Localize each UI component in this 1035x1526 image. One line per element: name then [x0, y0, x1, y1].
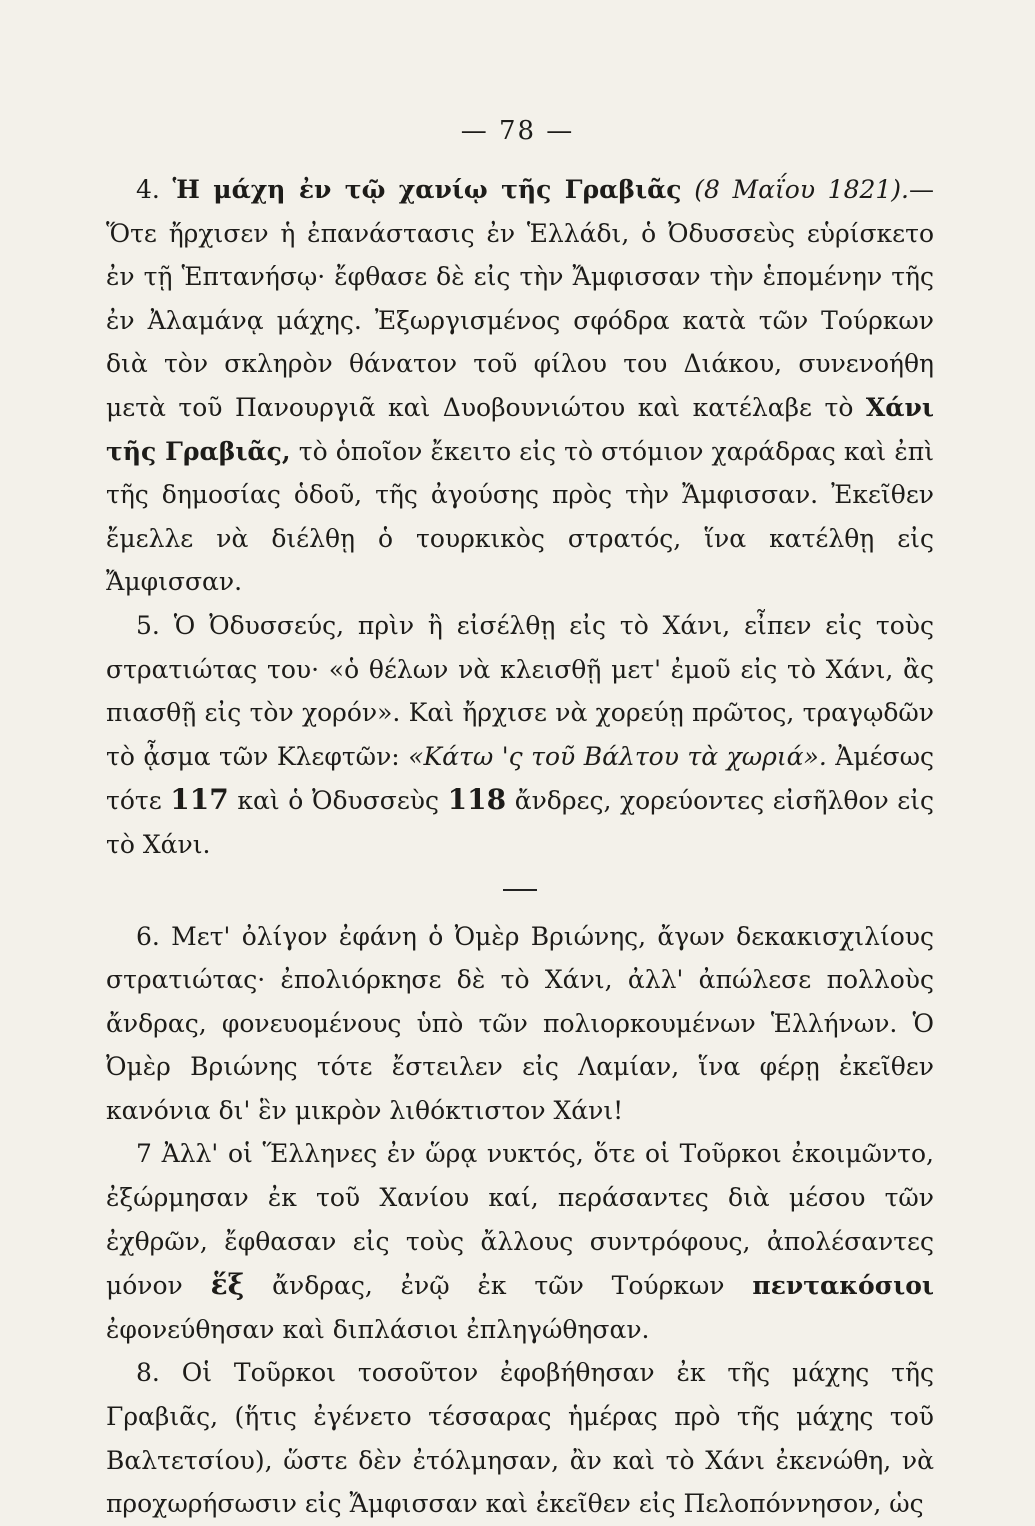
song-title: «Κάτω 'ς τοῦ Βάλτου τὰ χωριά».	[408, 741, 827, 771]
page-number: — 78 —	[460, 116, 575, 146]
paragraph-text: Ὁ Ὀδυσσεύς, πρὶν ἢ εἰσέλθῃ εἰς τὸ Χάνι, εἶπεν εἰς τοὺς στρατιώτας του· «ὁ θέλων νὰ κλεισθῇ μετ' ἐμοῦ εἰς τὸ Χάνι, ἂς πιασθῇ εἰς τὸν χορόν». Καὶ ἤρχισε νὰ χορεύῃ πρῶτος, τραγῳδῶν τὸ ᾆσμα τῶν Κλεφτῶν:	[106, 610, 934, 771]
bold-phrase: Χάνι τῆς Γραβιᾶς,	[106, 392, 934, 466]
paragraph-text: —Ὅτε ἤρχισεν ἡ ἐπανάστασις ἐν Ἑλλάδι, ὁ Ὀδυσσεὺς εὑρίσκετο ἐν τῇ Ἑπτανήσῳ· ἔφθασε δὲ εἰς τὴν Ἄμφισσαν τὴν ἑπομένην τῆς ἐν Ἀλαμάνᾳ μάχης. Ἐξωργισμένος σφόδρα κατὰ τῶν Τούρκων διὰ τὸν σκληρὸν θάνατον τοῦ φίλου του Διάκου, συνενοήθη μετὰ τοῦ Πανουργιᾶ καὶ Δυοβουνιώτου καὶ κατέλαβε τὸ	[106, 175, 934, 422]
bold-five-hundred: πεντακόσιοι	[752, 1271, 935, 1301]
section-number: 4.	[136, 175, 160, 204]
paragraph-text: ἄνδρες, χορεύοντες εἰσῆλθον εἰς τὸ Χάνι.	[106, 786, 935, 859]
section-date: (8 Μαΐου 1821).	[694, 175, 909, 204]
paragraph-text: Ἀλλ' οἱ Ἕλληνες ἐν ὥρᾳ νυκτός, ὅτε οἱ Τοῦρκοι ἐκοιμῶντο, ἐξώρμησαν ἐκ τοῦ Χανίου καί, περάσαντες διὰ μέσου τῶν ἐχθρῶν, ἔφθασαν εἰς τοὺς ἄλλους συντρόφους, ἀπολέσαντες μόνον	[106, 1139, 934, 1301]
paragraph-7	[106, 1132, 934, 1351]
paragraph-text: Οἱ Τοῦρκοι τοσοῦτον ἐφοβήθησαν ἐκ τῆς μάχης τῆς Γραβιᾶς, (ἥτις ἐγένετο τέσσαρας ἡμέρας πρὸ τῆς μάχης τοῦ Βαλτετσίου), ὥστε δὲν ἐτόλμησαν, ἂν καὶ τὸ Χάνι ἐκενώθη, νὰ προχωρήσωσιν εἰς Ἄμφισσαν καὶ ἐκεῖθεν εἰς Πελοπόννησον, ὡς	[106, 1358, 934, 1519]
section-number: 5.	[136, 610, 160, 640]
bold-six: ἕξ	[210, 1268, 245, 1302]
section-title: Ἡ μάχη ἐν τῷ χανίῳ τῆς Γραβιᾶς	[172, 175, 682, 204]
paragraph-text: ἄνδρας, ἐνῷ ἐκ τῶν Τούρκων	[272, 1271, 725, 1301]
number-118: 118	[447, 783, 507, 817]
paragraph-text: ἐφονεύθησαν καὶ διπλάσιοι ἐπληγώθησαν.	[106, 1314, 650, 1344]
paragraph-text: τὸ ὁποῖον ἔκειτο εἰς τὸ στόμιον χαράδρας καὶ ἐπὶ τῆς δημοσίας ὁδοῦ, τῆς ἀγούσης πρὸς τὴν Ἄμφισσαν. Ἐκεῖθεν ἔμελλε νὰ διέλθῃ ὁ τουρκικὸς στρατός, ἵνα κατέλθῃ εἰς Ἄμφισσαν.	[106, 436, 934, 597]
paragraph-6	[106, 915, 934, 1133]
section-number: 6.	[136, 921, 160, 951]
paragraph-5	[106, 604, 934, 867]
section-number: 7	[136, 1139, 152, 1169]
paragraph-text: καὶ ὁ Ὀδυσσεὺς	[237, 786, 439, 816]
paragraph-text: Ἀμέσως τότε	[106, 741, 934, 816]
paragraph-4	[106, 168, 934, 604]
number-117: 117	[170, 783, 229, 817]
section-divider	[503, 889, 537, 891]
body-text	[106, 168, 934, 1526]
section-number: 8.	[136, 1358, 160, 1388]
paragraph-text: Μετ' ὀλίγον ἐφάνη ὁ Ὀμὲρ Βριώνης, ἄγων δεκακισχιλίους στρατιώτας· ἐπολιόρκησε δὲ τὸ Χάνι, ἀλλ' ἀπώλεσε πολλοὺς ἄνδρας, φονευομένους ὑπὸ τῶν πολιορκουμένων Ἑλλήνων. Ὁ Ὀμὲρ Βριώνης τότε ἔστειλεν εἰς Λαμίαν, ἵνα φέρῃ ἐκεῖθεν κανόνια δι' ἓν μικρὸν λιθόκτιστον Χάνι!	[106, 921, 934, 1125]
